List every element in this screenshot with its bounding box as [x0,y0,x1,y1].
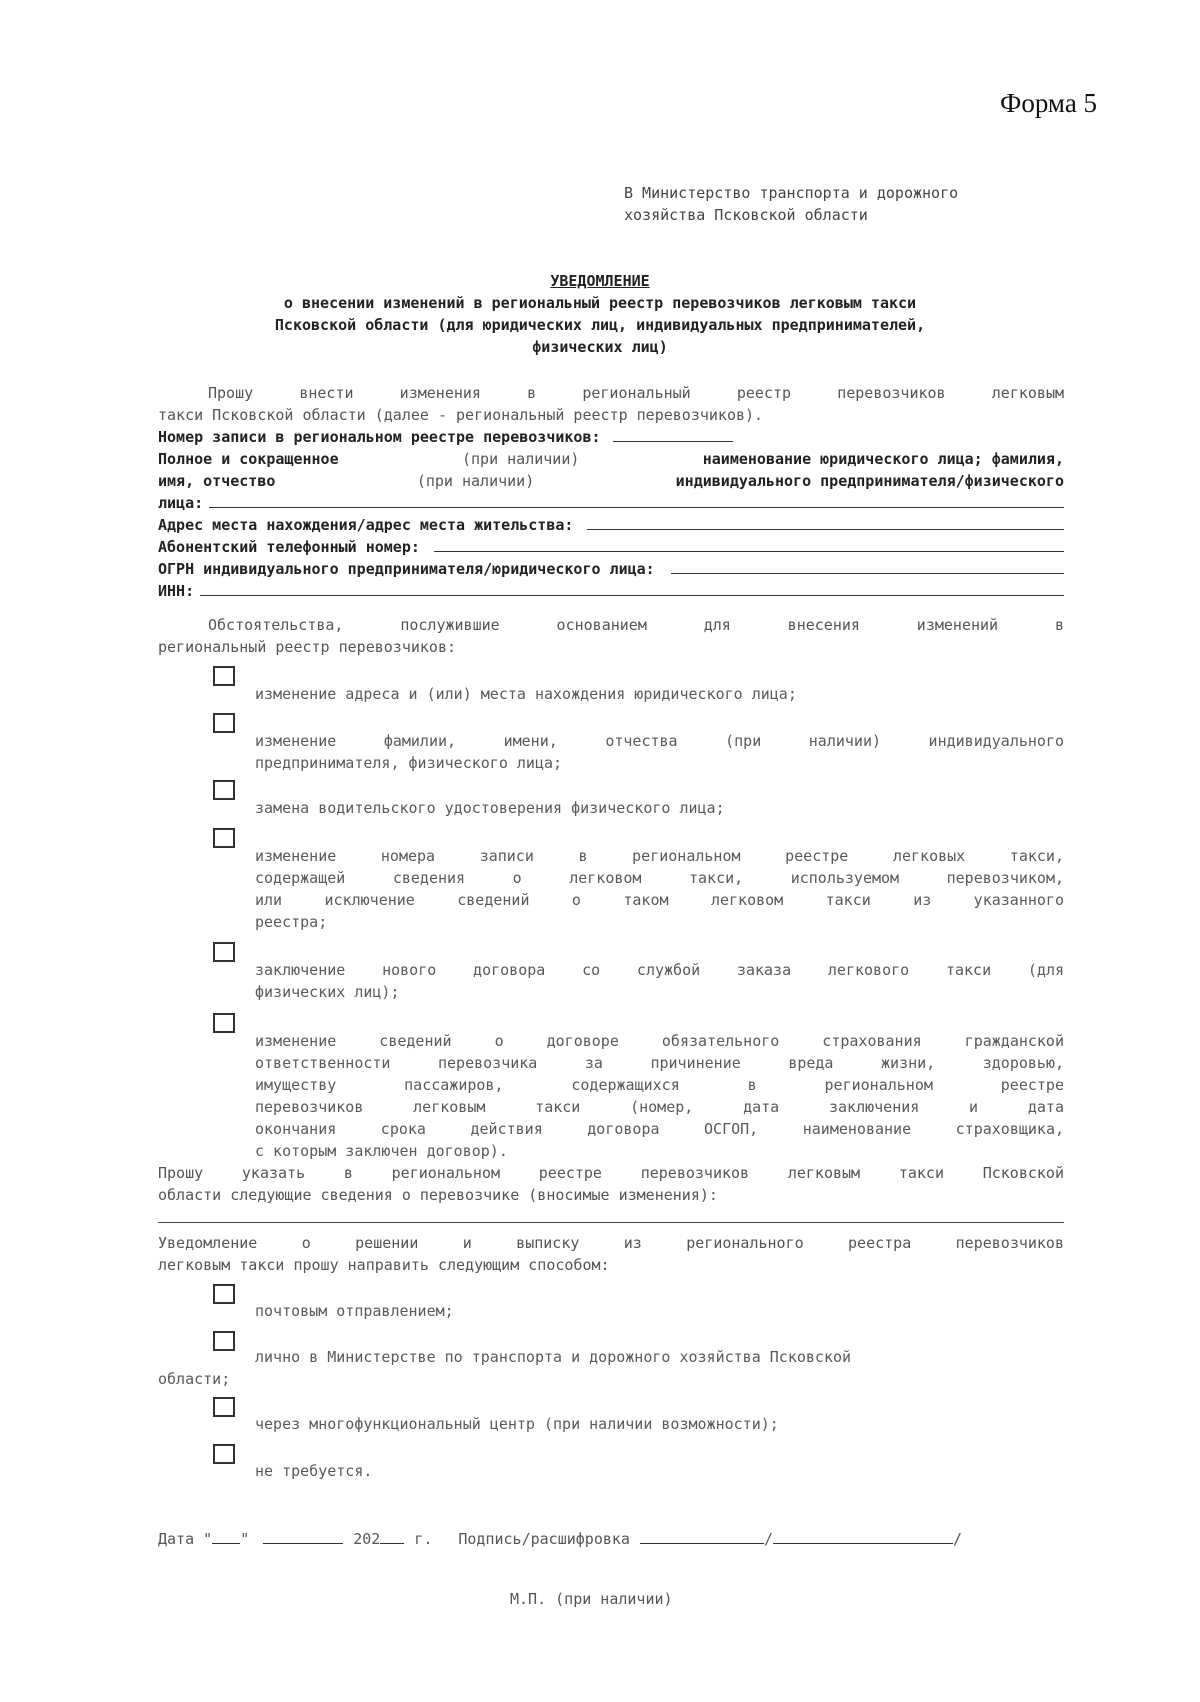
form-number: Форма 5 [1000,88,1098,118]
delivery-checkbox[interactable] [213,1284,235,1304]
delivery-checkbox[interactable] [213,1331,235,1351]
signature-label: Подпись/расшифровка [458,1530,630,1548]
day-field[interactable] [212,1529,240,1544]
date-quote: " [240,1530,250,1548]
delivery-option: не требуется. [255,1462,373,1480]
option-text [255,730,1064,774]
address-label: Адрес места нахождения/адрес места жительства: [158,516,574,534]
option-checkbox[interactable] [213,828,235,848]
title-line: Псковской области (для юридических лиц, индивидуальных предпринимателей, [274,316,926,334]
option-checkbox[interactable] [213,942,235,962]
delivery-paragraph [158,1232,1064,1276]
record-number-field[interactable] [613,427,733,442]
document-title [0,270,1200,358]
record-number-label: Номер записи в региональном реестре перевозчиков: [158,428,601,446]
request-paragraph [158,1162,1064,1206]
request-answer-line[interactable] [158,1222,1064,1223]
option-line: или исключение сведений о таком легковом такси из указанного [255,891,1064,909]
option-line: предпринимателя, физического лица; [255,754,563,772]
name-label-optional: (при наличии) [416,472,535,490]
option-checkbox[interactable] [213,780,235,800]
circumstances-paragraph [158,614,1064,658]
option-line: с которым заключен договор). [255,1142,508,1160]
year-label: 202 [353,1530,381,1548]
option-text [255,959,1064,1003]
name-label-part: Полное и сокращенное [158,450,339,468]
option-line: окончания срока действия договора ОСГОП, наименование страховщика, [255,1120,1064,1138]
name-field[interactable] [209,493,1064,508]
title-line: о внесении изменений в региональный реестр перевозчиков легковым такси [283,294,917,312]
delivery-option: лично в Министерстве по транспорта и дорожного хозяйства Псковской [255,1348,852,1366]
delivery-checkbox[interactable] [213,1397,235,1417]
delivery-checkbox[interactable] [213,1444,235,1464]
name-label-part: индивидуального предпринимателя/физического [675,472,1064,490]
signature-decoding-field[interactable] [773,1529,953,1544]
ogrn-label: ОГРН индивидуального предпринимателя/юридического лица: [158,560,655,578]
option-text [255,845,1064,933]
name-label-part: наименование юридического лица; фамилия, [702,450,1064,468]
option-line: изменение адреса и (или) места нахождения юридического лица; [255,685,797,703]
circumstances-line: Обстоятельства, послужившие основанием для внесения изменений в [208,616,1064,634]
delivery-line: Уведомление о решении и выписку из регионального реестра перевозчиков [158,1234,1064,1252]
delivery-option: через многофункциональный центр (при наличии возможности); [255,1415,779,1433]
phone-field[interactable] [434,537,1064,552]
option-line: ответственности перевозчика за причинение вреда жизни, здоровью, [255,1054,1064,1072]
name-label-part: имя, отчество [158,472,276,490]
date-label: Дата " [158,1530,213,1548]
option-line: изменение сведений о договоре обязательного страхования гражданской [255,1032,1064,1050]
signature-field[interactable] [640,1529,764,1544]
month-field[interactable] [263,1529,343,1544]
addressee-line: В Министерство транспорта и дорожного [624,184,959,202]
signature-row [158,1528,962,1550]
intro-line: Прошу внести изменения в региональный реестр перевозчиков легковым [208,384,1064,402]
option-text [255,683,1064,705]
title-heading: УВЕДОМЛЕНИЕ [550,272,650,290]
address-field[interactable] [587,515,1064,530]
option-line: содержащей сведения о легковом такси, используемом перевозчиком, [255,869,1064,887]
title-line: физических лиц) [532,338,668,356]
delivery-option: почтовым отправлением; [255,1302,454,1320]
year-field[interactable] [380,1529,404,1544]
delivery-line: легковым такси прошу направить следующим способом: [158,1256,610,1274]
signature-slash: / [953,1530,963,1548]
phone-label: Абонентский телефонный номер: [158,538,420,556]
addressee-line: хозяйства Псковской области [624,206,868,224]
option-text [255,797,1064,819]
year-suffix: г. [414,1530,433,1548]
stamp-note: М.П. (при наличии) [510,1590,673,1608]
name-label-optional: (при наличии) [461,450,580,468]
intro-line: такси Псковской области (далее - региональный реестр перевозчиков). [158,406,764,424]
option-line: замена водительского удостоверения физического лица; [255,799,725,817]
option-line: перевозчиков легковым такси (номер, дата заключения и дата [255,1098,1064,1116]
addressee [624,182,958,226]
request-line: области следующие сведения о перевозчике (вносимые изменения): [158,1186,718,1204]
delivery-option-cont: области; [158,1370,231,1388]
request-line: Прошу указать в региональном реестре перевозчиков легковым такси Псковской [158,1164,1064,1182]
option-line: заключение нового договора со службой заказа легкового такси (для [255,961,1064,979]
option-line: изменение номера записи в региональном реестре легковых такси, [255,847,1064,865]
inn-field[interactable] [200,581,1064,596]
option-line: изменение фамилии, имени, отчества (при наличии) индивидуального [255,732,1064,750]
ogrn-field[interactable] [671,559,1064,574]
option-line: реестра; [255,913,328,931]
option-line: физических лиц); [255,983,400,1001]
option-checkbox[interactable] [213,1013,235,1033]
inn-label: ИНН: [158,582,195,600]
option-checkbox[interactable] [213,713,235,733]
intro-paragraph [158,382,1064,426]
circumstances-line: региональный реестр перевозчиков: [158,638,457,656]
requisites-block [158,426,1064,602]
name-label-part: лица: [158,494,204,512]
option-text [255,1030,1064,1162]
option-checkbox[interactable] [213,666,235,686]
signature-slash: / [763,1530,773,1548]
option-line: имуществу пассажиров, содержащихся в региональном реестре [255,1076,1064,1094]
